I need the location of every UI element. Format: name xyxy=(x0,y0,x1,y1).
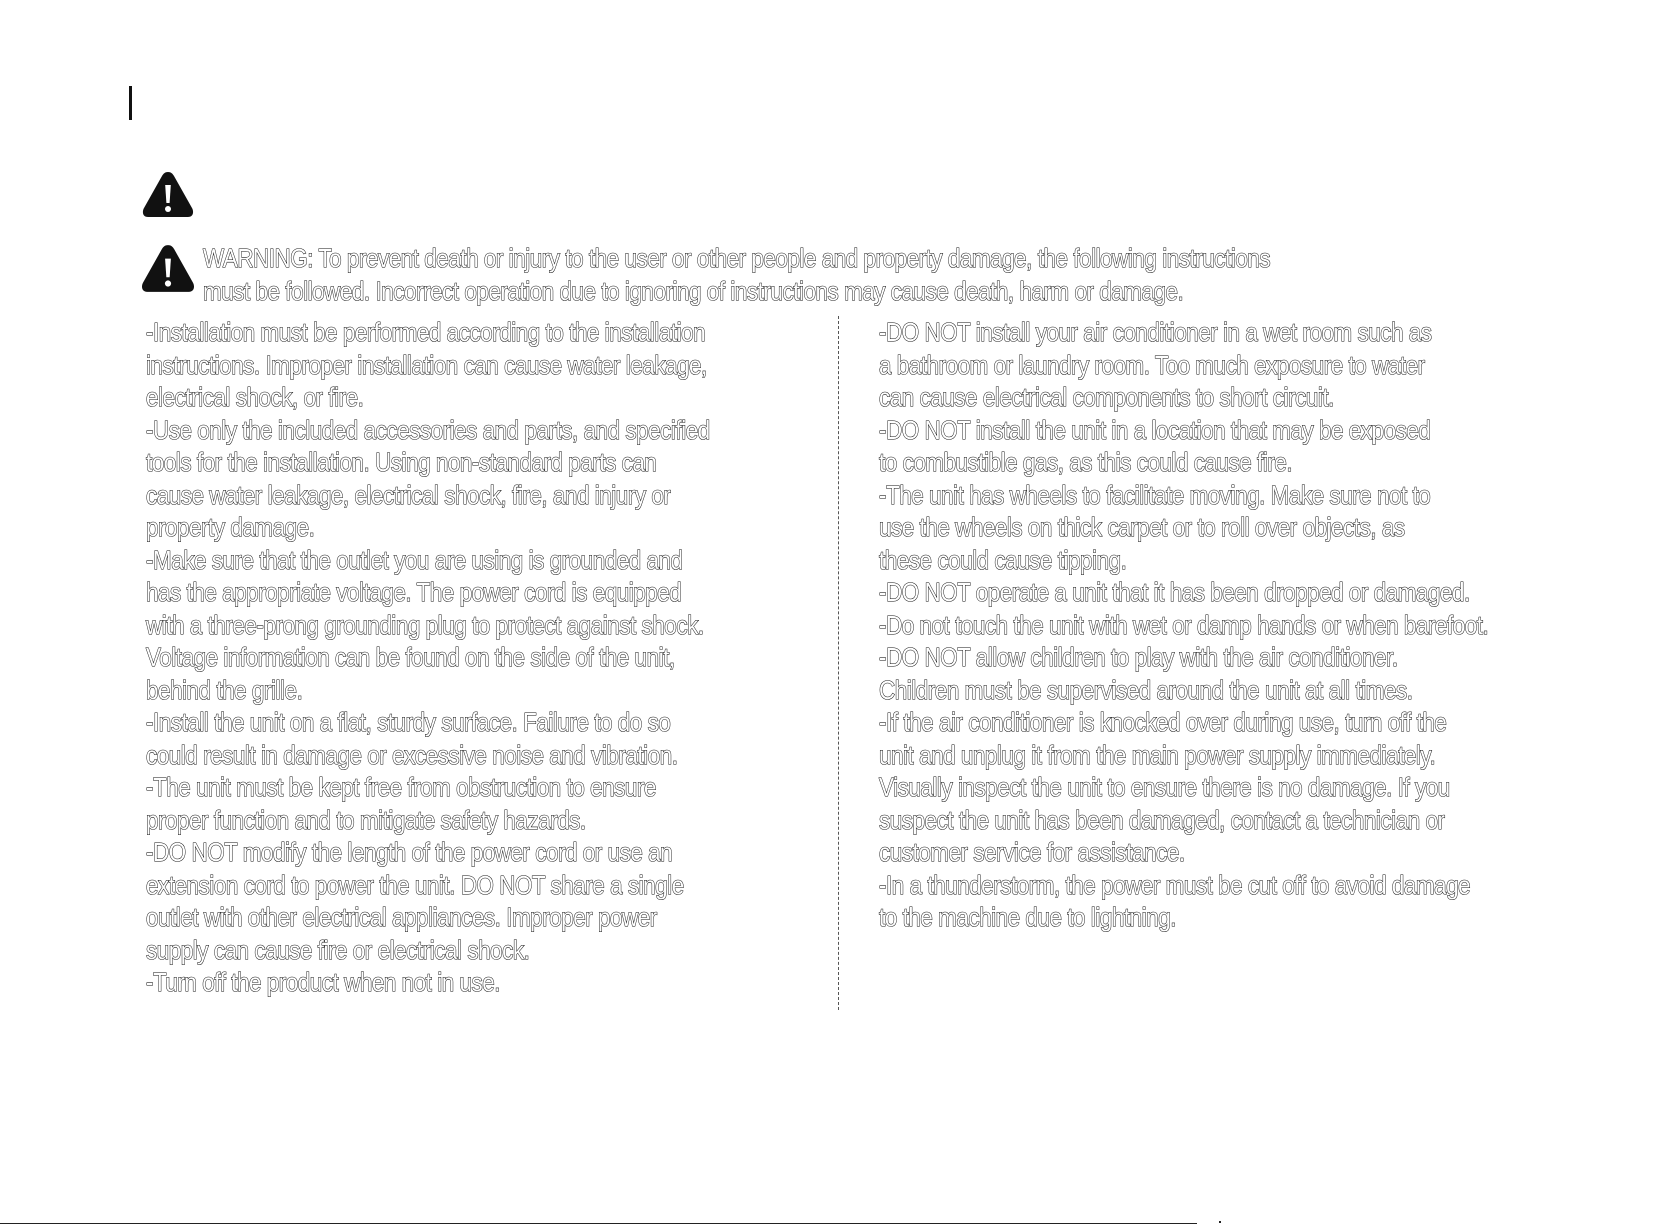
instruction-line: Children must be supervised around the unit at all times. xyxy=(879,674,1413,705)
left-margin-rule xyxy=(129,86,132,120)
column-divider xyxy=(838,316,839,1010)
instruction-line: extension cord to power the unit. DO NOT share a single xyxy=(146,869,684,900)
warning-triangle-icon xyxy=(140,243,196,295)
instruction-line: -Install the unit on a flat, sturdy surface. Failure to do so xyxy=(146,707,671,737)
instruction-line: -The unit has wheels to facilitate moving. Make sure not to xyxy=(879,479,1431,510)
instruction-line: -Make sure that the outlet you are using is grounded and xyxy=(146,544,683,575)
instruction-line: tools for the installation. Using non-standard parts can xyxy=(146,447,657,477)
instruction-line: has the appropriate voltage. The power cord is equipped xyxy=(146,577,682,607)
instruction-line: Visually inspect the unit to ensure there is no damage. If you xyxy=(879,772,1450,802)
instruction-line: outlet with other electrical appliances. Improper power xyxy=(146,902,657,932)
instruction-line: could result in damage or excessive noise and vibration. xyxy=(146,739,678,770)
instruction-line: proper function and to mitigate safety hazards. xyxy=(146,804,586,835)
instruction-line: to combustible gas, as this could cause fire. xyxy=(879,447,1293,477)
instruction-line: -DO NOT install your air conditioner in a wet room such as xyxy=(879,317,1432,347)
instruction-line: -DO NOT operate a unit that it has been dropped or damaged. xyxy=(879,577,1470,607)
instruction-line: can cause electrical components to short circuit. xyxy=(879,382,1334,412)
instruction-line: these could cause tipping. xyxy=(879,544,1127,575)
bottom-mark xyxy=(1219,1221,1221,1223)
instruction-line: -DO NOT install the unit in a location that may be exposed xyxy=(879,414,1431,445)
instruction-line: to the machine due to lightning. xyxy=(879,902,1177,932)
bottom-rule xyxy=(0,1223,1197,1224)
instruction-line: -Do not touch the unit with wet or damp hands or when barefoot. xyxy=(879,609,1489,640)
instruction-line: with a three-prong grounding plug to protect against shock. xyxy=(146,609,704,640)
warning-statement xyxy=(203,242,1270,307)
left-instructions-column xyxy=(146,316,710,999)
instruction-line: use the wheels on thick carpet or to roll over objects, as xyxy=(879,512,1405,542)
instruction-line: -DO NOT modify the length of the power cord or use an xyxy=(146,837,673,867)
warning-line: must be followed. Incorrect operation due to ignoring of instructions may cause death, harm or damage. xyxy=(203,275,1184,306)
instruction-line: behind the grille. xyxy=(146,674,303,705)
instruction-line: customer service for assistance. xyxy=(879,837,1185,867)
instruction-line: -In a thunderstorm, the power must be cut off to avoid damage xyxy=(879,869,1471,900)
instruction-line: electrical shock, or fire. xyxy=(146,382,364,412)
instruction-line: -DO NOT allow children to play with the air conditioner. xyxy=(879,642,1398,672)
instruction-line: a bathroom or laundry room. Too much exposure to water xyxy=(879,349,1425,380)
instruction-line: -Turn off the product when not in use. xyxy=(146,967,501,997)
warning-line: WARNING: To prevent death or injury to the user or other people and property damage, the following instructions xyxy=(203,243,1271,273)
warning-triangle-icon xyxy=(141,170,195,220)
instruction-line: suspect the unit has been damaged, contact a technician or xyxy=(879,804,1445,835)
instruction-line: supply can cause fire or electrical shock. xyxy=(146,934,530,965)
instruction-line: property damage. xyxy=(146,512,315,542)
instruction-line: unit and unplug it from the main power supply immediately. xyxy=(879,739,1436,770)
instruction-line: -Installation must be performed according to the installation xyxy=(146,317,706,347)
instruction-line: -The unit must be kept free from obstruction to ensure xyxy=(146,772,656,802)
instruction-line: -If the air conditioner is knocked over during use, turn off the xyxy=(879,707,1447,737)
right-instructions-column xyxy=(879,316,1488,934)
instruction-line: -Use only the included accessories and parts, and specified xyxy=(146,414,710,445)
instruction-line: Voltage information can be found on the side of the unit, xyxy=(146,642,675,672)
instruction-line: instructions. Improper installation can cause water leakage, xyxy=(146,349,707,380)
instruction-line: cause water leakage, electrical shock, fire, and injury or xyxy=(146,479,671,510)
